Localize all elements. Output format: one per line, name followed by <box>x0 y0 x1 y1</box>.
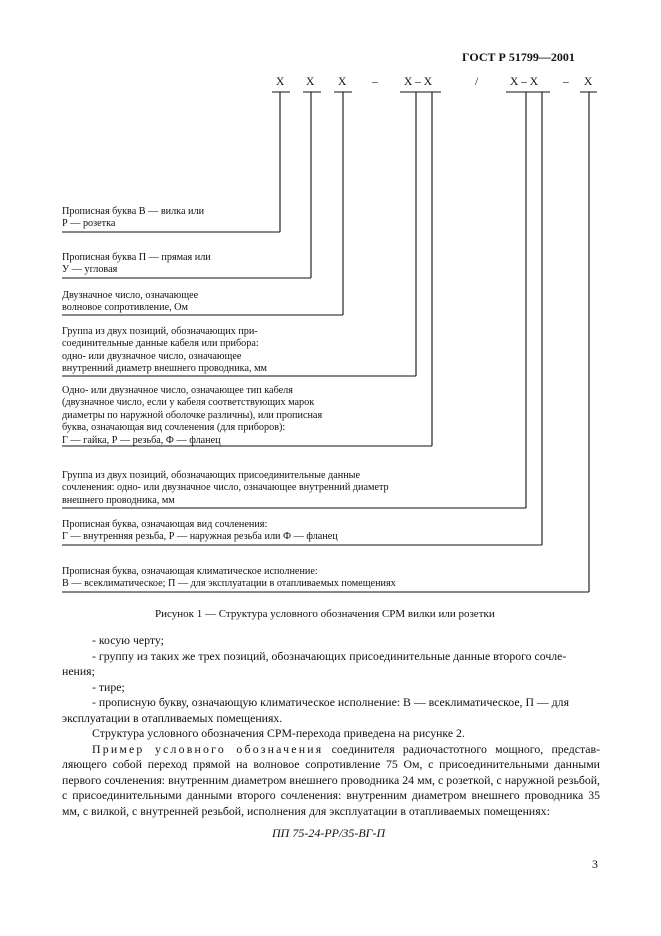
example-designation: ПП 75-24-РР/35-ВГ-П <box>272 826 386 840</box>
label-cable-connection-data: Группа из двух позиций, обозначающих при- соединительные данные кабеля или прибора: одно- или двузначное число, означающее внутренний диаметр внешнего проводника, мм <box>62 326 267 375</box>
code-pos-3: X <box>338 76 347 88</box>
page-number: 3 <box>592 857 598 871</box>
code-pos-1: X <box>276 76 285 88</box>
code-dash-2: – <box>563 76 569 88</box>
code-pos-last: X <box>584 76 593 88</box>
list-item: - косую черту; <box>92 633 164 647</box>
label-straight-or-angle: Прописная буква П — прямая или У — угловая <box>62 252 211 276</box>
list-item: - группу из таких же трех позиций, обозначающих присоединительные данные второго сочле- <box>92 649 567 663</box>
structure-note: Структура условного обозначения СРМ-перехода приведена на рисунке 2. <box>92 726 465 740</box>
example-lead: Пример условного обозначения <box>92 742 324 756</box>
list-item: - тире; <box>92 680 125 694</box>
label-coupling-data: Группа из двух позиций, обозначающих присоединительные данные сочленения: одно- или двузначное число, означающее внутренний диаметр внешнего проводника, мм <box>62 470 389 506</box>
label-climatic-version: Прописная буква, означающая климатическое исполнение: В — всеклиматическое; П — для эксплуатации в отапливаемых помещениях <box>62 566 396 590</box>
example-text: соединителя радиочастотного мощного, представ-ляющего собой переход прямой на волновое сопротивление 75 Ом, с присоединительными данными первого сочленения: внутренним диаметром внешнего проводника 24 мм, с розеткой, с наружной резьбой, с присоединительными данными второго сочленения: внутренним диаметром внешнего проводника 35 мм, с вилкой, с внутренней резьбой, исполнения для эксплуатации в отапливаемых помещениях: <box>62 742 601 818</box>
list-item: - прописную букву, означающую климатическое исполнение: В — всеклиматическое, П — для <box>92 695 569 709</box>
example-paragraph <box>62 742 600 819</box>
code-slash: / <box>475 76 479 88</box>
list-item-continuation: эксплуатации в отапливаемых помещениях. <box>62 711 283 725</box>
code-pos-2: X <box>306 76 315 88</box>
label-wave-impedance: Двузначное число, означающее волновое сопротивление, Ом <box>62 290 199 314</box>
label-socket-or-plug: Прописная буква В — вилка или Р — розетка <box>62 206 205 230</box>
label-cable-type: Одно- или двузначное число, означающее тип кабеля (двузначное число, если у кабеля соответствующих марок диаметры по наружной оболочке различны), или прописная буква, означающая вид сочленения (для приборов): Г — гайка, Р — резьба, Ф — фланец <box>62 385 323 446</box>
code-group-1: X – X <box>404 76 433 88</box>
label-coupling-type: Прописная буква, означающая вид сочленения: Г — внутренняя резьба, Р — наружная резьба или Ф — фланец <box>62 519 338 543</box>
code-dash-1: – <box>372 76 378 88</box>
code-group-2: X – X <box>510 76 539 88</box>
figure-caption: Рисунок 1 — Структура условного обозначения СРМ вилки или розетки <box>155 608 495 620</box>
standard-number: ГОСТ Р 51799—2001 <box>462 50 575 64</box>
list-item-continuation: нения; <box>62 664 95 678</box>
